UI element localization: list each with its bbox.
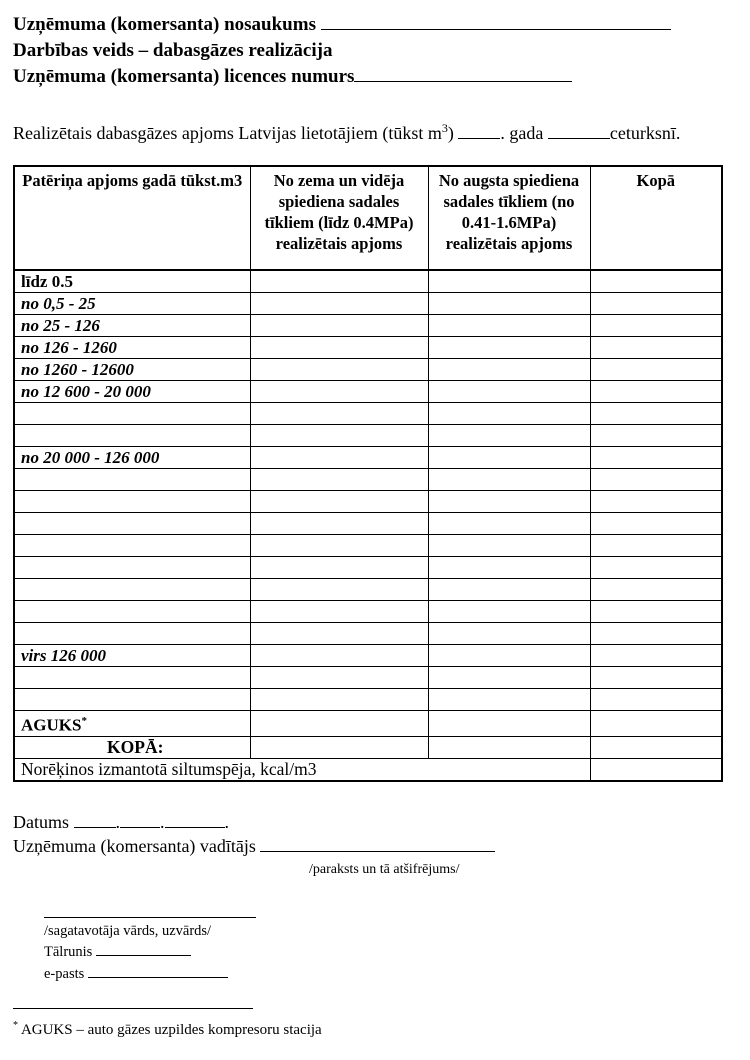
footnote [13, 1008, 322, 1039]
value-cell [590, 557, 722, 579]
value-cell [590, 601, 722, 623]
header-row [14, 166, 722, 270]
row-label [14, 425, 250, 447]
value-cell [590, 535, 722, 557]
value-cell [590, 447, 722, 469]
value-cell [590, 645, 722, 667]
row-label [14, 579, 250, 601]
footnote-label: AGUKS – auto gāzes uzpildes kompresoru stacija [20, 1022, 322, 1038]
gada-label: . gada [500, 123, 544, 143]
licence-label: Uzņēmuma (komersanta) licences numurs [13, 66, 355, 87]
column-header: Patēriņa apjoms gadā tūkst.m3 [14, 166, 250, 270]
date-day-blank [74, 813, 116, 828]
value-cell [250, 645, 428, 667]
value-cell [590, 403, 722, 425]
value-cell [428, 736, 590, 758]
preparer-caption: /sagatavotāja vārds, uzvārds/ [44, 917, 256, 941]
email-blank [88, 965, 228, 978]
value-cell [428, 359, 590, 381]
value-cell [250, 513, 428, 535]
activity-line [13, 38, 750, 64]
value-cell [250, 491, 428, 513]
value-cell [590, 425, 722, 447]
row-label: no 12 600 - 20 000 [14, 381, 250, 403]
table-row [14, 758, 722, 781]
value-cell [428, 579, 590, 601]
value-cell [428, 270, 590, 293]
table-row [14, 425, 722, 447]
row-label [14, 535, 250, 557]
quarter-blank [548, 124, 610, 139]
row-label: no 20 000 - 126 000 [14, 447, 250, 469]
table-row [14, 469, 722, 491]
table-row [14, 491, 722, 513]
volume-text-close: ) [447, 123, 454, 143]
value-cell [250, 425, 428, 447]
footnote-asterisk: * [13, 1020, 18, 1031]
value-cell [250, 315, 428, 337]
value-cell [590, 381, 722, 403]
value-cell [250, 469, 428, 491]
value-cell [590, 270, 722, 293]
value-cell [428, 425, 590, 447]
footnote-rule [13, 1008, 253, 1009]
phone-blank [96, 943, 191, 956]
table-row [14, 623, 722, 645]
table-row [14, 601, 722, 623]
table-row [14, 315, 722, 337]
value-cell [250, 601, 428, 623]
date-year-blank [165, 813, 225, 828]
value-cell [590, 469, 722, 491]
date-label: Datums [13, 811, 69, 832]
table-row [14, 535, 722, 557]
value-cell [250, 557, 428, 579]
row-label: Norēķinos izmantotā siltumspēja, kcal/m3 [14, 758, 590, 781]
date-dot: . [160, 811, 165, 832]
value-cell [250, 359, 428, 381]
date-line [13, 810, 750, 834]
activity-label: Darbības veids – dabasgāzes realizācija [13, 40, 333, 61]
value-cell [250, 270, 428, 293]
value-cell [250, 711, 428, 737]
value-cell [590, 359, 722, 381]
licence-line [13, 64, 750, 90]
row-label: no 0,5 - 25 [14, 293, 250, 315]
value-cell [428, 601, 590, 623]
value-cell [250, 689, 428, 711]
value-cell [590, 667, 722, 689]
value-cell [428, 469, 590, 491]
value-cell [590, 293, 722, 315]
column-header: No zema un vidēja spiediena sadales tīkliem (līdz 0.4MPa) realizētais apjoms [250, 166, 428, 270]
footnote-text [13, 1017, 322, 1039]
value-cell [590, 513, 722, 535]
row-label [14, 689, 250, 711]
value-cell [250, 381, 428, 403]
value-cell [428, 381, 590, 403]
phone-line [44, 941, 750, 963]
table-row [14, 667, 722, 689]
company-name-blank [321, 15, 671, 30]
column-header: Kopā [590, 166, 722, 270]
company-name-line [13, 12, 750, 38]
row-label: AGUKS* [14, 711, 250, 737]
value-cell [428, 337, 590, 359]
m3-superscript: 3 [441, 121, 448, 135]
row-label [14, 513, 250, 535]
table-row [14, 689, 722, 711]
ceturksni-label: ceturksnī. [609, 123, 681, 143]
footer-section [13, 810, 750, 985]
table-row [14, 645, 722, 667]
table-row [14, 293, 722, 315]
table-row [14, 337, 722, 359]
row-label [14, 491, 250, 513]
row-label: no 1260 - 12600 [14, 359, 250, 381]
row-label-asterisk: * [81, 715, 87, 727]
value-cell [250, 293, 428, 315]
value-cell [428, 557, 590, 579]
company-name-label: Uzņēmuma (komersanta) nosaukums [13, 14, 316, 35]
row-label [14, 623, 250, 645]
row-label [14, 557, 250, 579]
value-cell [428, 623, 590, 645]
value-cell [590, 315, 722, 337]
row-label [14, 403, 250, 425]
report-table [13, 165, 723, 782]
column-header: No augsta spiediena sadales tīkliem (no 0.41-1.6MPa) realizētais apjoms [428, 166, 590, 270]
manager-label: Uzņēmuma (komersanta) vadītājs [13, 835, 256, 856]
table-row [14, 447, 722, 469]
row-label [14, 667, 250, 689]
value-cell [250, 403, 428, 425]
value-cell [250, 623, 428, 645]
value-cell [428, 667, 590, 689]
value-cell [590, 337, 722, 359]
table-row [14, 513, 722, 535]
value-cell [250, 337, 428, 359]
year-blank [458, 124, 500, 139]
date-month-blank [120, 813, 160, 828]
volume-text: Realizētais dabasgāzes apjoms Latvijas lietotājiem (tūkst m [13, 123, 442, 143]
table-row [14, 711, 722, 737]
row-label [14, 601, 250, 623]
table-row [14, 359, 722, 381]
value-cell [428, 513, 590, 535]
phone-label: Tālrunis [44, 943, 93, 960]
value-cell [590, 579, 722, 601]
value-cell [250, 667, 428, 689]
row-label: no 25 - 126 [14, 315, 250, 337]
value-cell [590, 758, 722, 781]
table-row [14, 270, 722, 293]
value-cell [428, 711, 590, 737]
date-dot: . [224, 811, 229, 832]
volume-line [13, 116, 750, 145]
value-cell [590, 491, 722, 513]
value-cell [590, 736, 722, 758]
table-row [14, 403, 722, 425]
row-label: virs 126 000 [14, 645, 250, 667]
table-body [14, 270, 722, 781]
manager-signature-blank [260, 837, 495, 852]
date-dot: . [115, 811, 120, 832]
value-cell [250, 447, 428, 469]
table-row [14, 579, 722, 601]
value-cell [428, 293, 590, 315]
value-cell [590, 711, 722, 737]
row-label [14, 469, 250, 491]
value-cell [250, 579, 428, 601]
manager-line [13, 834, 750, 858]
row-label: līdz 0.5 [14, 270, 250, 293]
table-row [14, 557, 722, 579]
licence-blank [354, 67, 572, 82]
value-cell [428, 689, 590, 711]
value-cell [428, 315, 590, 337]
value-cell [250, 535, 428, 557]
email-line [44, 963, 750, 985]
value-cell [428, 447, 590, 469]
value-cell [590, 689, 722, 711]
value-cell [250, 736, 428, 758]
email-label: e-pasts [44, 965, 85, 982]
table-row [14, 736, 722, 758]
value-cell [590, 623, 722, 645]
row-label: no 126 - 1260 [14, 337, 250, 359]
value-cell [428, 645, 590, 667]
signature-caption: /paraksts un tā atšifrējums/ [309, 861, 460, 877]
value-cell [428, 403, 590, 425]
value-cell [428, 535, 590, 557]
value-cell [428, 491, 590, 513]
table-row [14, 381, 722, 403]
row-label: KOPĀ: [14, 736, 250, 758]
preparer-block [44, 917, 750, 985]
